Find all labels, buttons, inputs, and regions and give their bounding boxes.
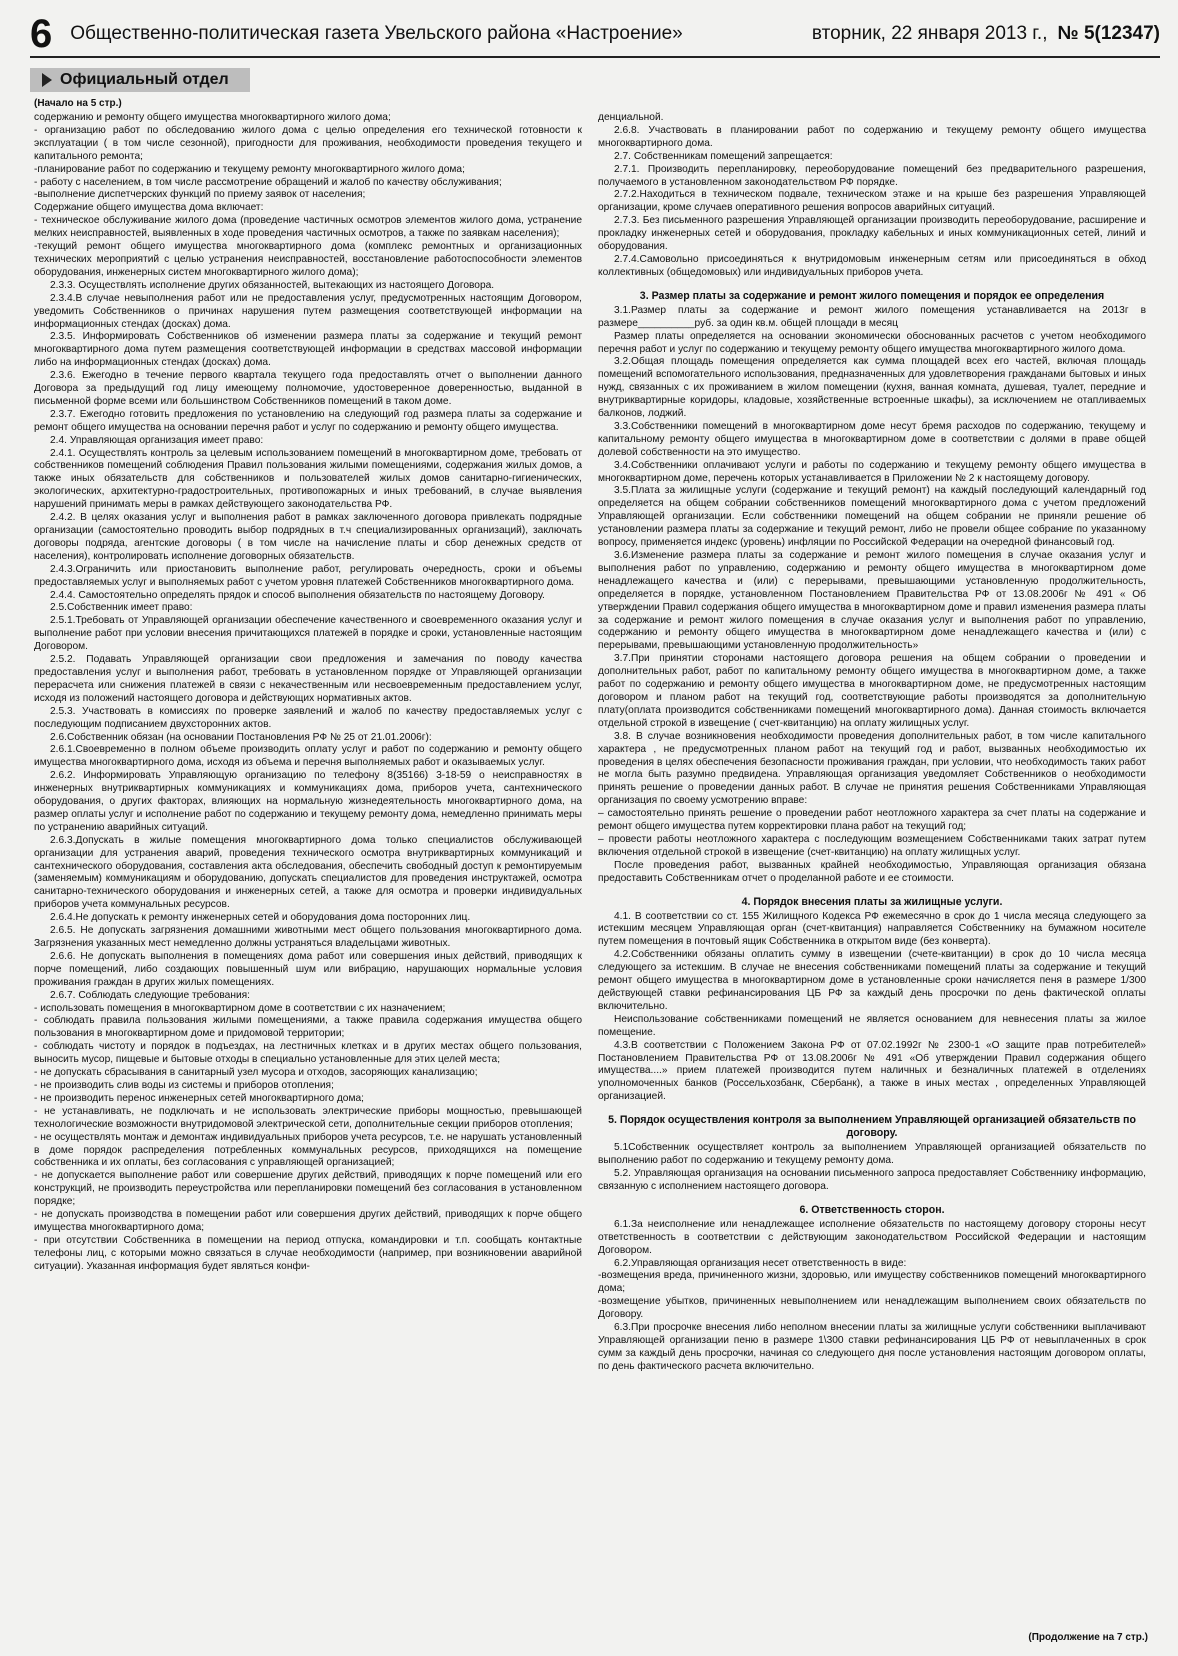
paragraph: - работу с населением, в том числе рассмотрение обращений и жалоб по качеству обслуживания; [34,176,502,188]
section-heading: 3. Размер платы за содержание и ремонт жилого помещения и порядок ее определения [639,289,1105,302]
page-header [30,12,1160,58]
paragraph: 2.5.2. Подавать Управляющей организации свои предложения и замечания по поводу качества предоставления услуг и выполнения работ, требовать в установленном порядке от Управляющей организации перерасчета или снижения платежей в связи с некачественным или несвоевременным предоставлением услуг, исходя из положений настоящего договора и действующих нормативных актов. [34,654,582,704]
paragraph: 4.2.Собственники обязаны оплатить сумму в извещении (счете-квитанции) в срок до 10 числа месяца следующего за истекшим. В случае не внесения собственниками помещений платы за содержание и текущий ремонт общего имущества в многоквартирном доме в установленные сроки начисляется пеня в размере 1/300 действующей ставки рефинансирования ЦБ РФ за каждый день просрочки по день фактической оплаты включительно. [598,949,1146,1012]
paragraph: Неиспользование собственниками помещений не является основанием для невнесения платы за жилое помещение. [598,1013,1146,1038]
paragraph: - техническое обслуживание жилого дома (проведение частичных осмотров элементов жилого дома, устранение мелких неисправностей, выявленных в ходе проведения частичных осмотров, а также по заявкам населения); [34,215,582,240]
paragraph: - не допускать производства в помещении работ или совершения других действий, приводящих к порче общего имущества многоквартирного дома; [34,1209,582,1233]
paragraph: 2.3.6. Ежегодно в течение первого квартала текущего года предоставлять отчет о выполнении данного Договора за предыдущий год лицу имеющему полномочие, удостоверенное доверенностью, выданной в письменной форме всеми или большинством Собственников помещений в таком доме. [34,370,582,407]
paragraph: -выполнение диспетчерских функций по приему заявок от населения; [34,189,366,201]
paragraph: Размер платы определяется на основании экономически обоснованных расчетов с учетом необходимого перечня работ и услуг по содержанию и текущему ремонту общего имущества многоквартирного жилого дома. [598,330,1146,355]
paragraph: содержанию и ремонту общего имущества многоквартирного жилого дома; [34,112,391,123]
paragraph: 2.4.4. Самостоятельно определять прядок и способ выполнения обязательств по настоящему Договору. [50,589,545,601]
paragraph: - при отсутствии Собственника в помещении на период отпуска, командировки и т.п. сообщать контактные телефоны лиц, с которыми можно связаться в случае необходимости (например, при возникновении аварийной ситуации). Указанная информация будет являться конфи- [34,1234,582,1272]
paragraph: 5.1Собственник осуществляет контроль за выполнением Управляющей организацией обязательств по выполнению работ по содержанию и текущему ремонту дома. [598,1142,1146,1167]
paragraph: 3.8. В случае возникновения необходимости проведения дополнительных работ, в том числе капитального характера , не предусмотренных планом работ на текущий год и работ, вызванных необходимостью их проведения в целях обеспечения безопасности проживания граждан, при условии, что необходимость таких работ не могла быть разумно предвидена. Управляющая организация уведомляет Собственников о необходимости принять решение о проведении данных работ. В случае не принятия решения Собственниками Управляющая организация по своему усмотрению вправе: [598,730,1146,807]
continued-from-note: (Начало на 5 стр.) [34,98,122,109]
paragraph: - соблюдать правила пользования жилыми помещениями, а также правила содержания имущества общего пользования в многоквартирном доме и придомовой территории; [34,1015,582,1040]
paragraph: 2.7.4.Самовольно присоединяться к внутридомовым инженерным сетям или присоединяться в обход коллективных (общедомовых) или индивидуальных приборов учета. [598,253,1146,278]
paragraph: – провести работы неотложного характера с последующим возмещением Собственниками таких затрат путем включения отдельной строкой в извещение (счет-квитанцию) на оплату жилищных услуг. [598,833,1146,858]
paragraph: 3.6.Изменение размера платы за содержание и ремонт жилого помещения в случае оказания услуг и выполнения работ по управлению, содержанию и ремонту общего имущества в многоквартирном доме ненадлежащего качества и (или) с перерывами, превышающими установленную продолжительность, определяется в порядке, установленном Постановлением Правительства РФ от 13.08.2006г № 491 « Об утверждении Правил содержания общего имущества в многоквартирном доме и правил изменения размера платы за содержание и ремонт жилого помещения в случае оказания услуг и выполнения работ по управлению, содержанию и ремонту общего имущества в многоквартирном доме ненадлежащего качества и (или) с перерывами, превышающими установленную продолжительность» [598,550,1146,652]
paragraph: После проведения работ, вызванных крайней необходимостью, Управляющая организация обязана предоставить Собственникам отчет о проделанной работе и ее стоимости. [598,859,1146,884]
section-title: Официальный отдел [60,71,229,88]
paragraph: 3.2.Общая площадь помещения определяется как сумма площадей всех его частей, включая площадь помещений вспомогательного использования, предназначенных для удовлетворения гражданами бытовых и иных нужд, связанных с их проживанием в жилом помещении (кухня, ванная комната, душевая, туалет, передние и внутриквартирные коридоры, кладовые, хозяйственные встроенные шкафы), за исключением не отапливаемых балконов, лоджий. [598,356,1146,420]
paragraph: 2.5.1.Требовать от Управляющей организации обеспечение качественного и своевременного оказания услуг и выполнение работ при условии внесения причитающихся платежей в порядке и сроки, установленные настоящим Договором. [34,615,582,653]
paragraph: 3.1.Размер платы за содержание и ремонт жилого помещения устанавливается на 2013г в размере__________руб. за один кв.м. общей площади в месяц [598,304,1146,329]
arrow-icon [42,73,52,87]
paragraph: -планирование работ по содержанию и текущему ремонту многоквартирного жилого дома; [34,163,465,175]
paragraph: 6.2.Управляющая организация несет ответственность в виде: [614,1257,907,1269]
paragraph: 2.7.2.Находиться в техническом подвале, техническом этаже и на крыше без разрешения Управляющей организации, кроме случаев оперативного решения вопросов аварийных ситуаций. [598,189,1146,214]
paragraph: 2.7.3. Без письменного разрешения Управляющей организации производить переоборудование, расширение и прокладку инженерных сетей и оборудования, прокладку кабельных и иных коммуникационных сетей, линий и оборудования. [598,215,1146,253]
paragraph: - не производить слив воды из системы и приборов отопления; [34,1079,334,1091]
paragraph: 6.3.При просрочке внесения либо неполном внесении платы за жилищные услуги собственники выплачивают Управляющей организации пеню в размере 1\300 ставки рефинансирования ЦБ РФ от невыплаченных в срок сумм за каждый день просрочки, начиная со следующего дня после установления настоящим договором оплаты, по день фактического расчета включительно. [598,1322,1146,1372]
paragraph: 3.4.Собственники оплачивают услуги и работы по содержанию и текущему ремонту общего имущества в многоквартирном доме, перечень которых устанавливается в Приложении № 2 к настоящему договору. [598,459,1146,484]
paragraph: 4.3.В соответствии с Положением Закона РФ от 07.02.1992г № 2300-1 «О защите прав потребителей» Постановлением Правительства РФ от 13.08.2006г № 491 «Об утверждении Правил содержания общего имущества....» прием платежей производится путем наличных и безналичных платежей в отделениях уполномоченных банков (Россельхозбанк, Сбербанк), а также в иных местах , определенных Управляющей организацией. [598,1039,1146,1103]
section-heading: 4. Порядок внесения платы за жилищные услуги. [741,895,1003,908]
paragraph: 2.3.4.В случае невыполнения работ или не предоставления услуг, предусмотренных настоящим Договором, уведомить Собственников о причинах нарушения путем размещения соответствующей информации на информационных стендах (досках) дома. [34,292,582,330]
issue-number: № 5(12347) [1057,23,1160,44]
issue-date: вторник, 22 января 2013 г., [811,23,1048,44]
paragraph: 6.1.За неисполнение или ненадлежащее исполнение обязательств по настоящему договору стороны несут ответственность в соответствии с действующим законодательством Российской Федерации и настоящим Договором. [598,1218,1146,1256]
article-column-left [34,112,582,1622]
paragraph: 2.6.2. Информировать Управляющую организацию по телефону 8(35166) 3-18-59 о неисправностях в инженерных внутриквартирных коммуникациях и коммуникациях дома, приборов учета, сантехнического оборудования, о других факторах, влияющих на нормальную жизнедеятельность многоквартирного дома, на размер оплаты услуг и исполнение работ по содержанию и текущему ремонту дома, немедленно принимать меры по устранению аварийных ситуаций. [34,770,582,833]
article-column-right [598,112,1146,1622]
paragraph: 2.6.6. Не допускать выполнения в помещениях дома работ или совершения иных действий, приводящих к порче помещений, либо создающих повышенный шум или вибрацию, нарушающих нормальные условия проживания граждан в других жилых помещениях. [34,950,582,988]
continued-on-note: (Продолжение на 7 стр.) [1028,1632,1148,1643]
page-number: 6 [30,12,53,56]
paragraph: 2.6.Собственник обязан (на основании Постановления РФ № 25 от 21.01.2006г): [50,731,432,743]
paragraph: 3.7.При принятии сторонами настоящего договора решения на общем собрании о проведении и дополнительных работ, работ по капитальному ремонту общего имущества в многоквартирном доме, а также работ по содержанию и ремонту общего имущества в многоквартирном доме, не предусмотренных настоящим договором и планом работ на текущий год, соответствующие работы производятся за дополнительную плату(оплата производится собственниками помещений многоквартирного дома). Данная стоимость включается отдельной строкой в извещение ( счет-квитанцию) на оплату жилищных услуг. [598,653,1146,729]
paragraph: 2.3.3. Осуществлять исполнение других обязанностей, вытекающих из настоящего Договора. [50,279,495,291]
section-heading: 5. Порядок осуществления контроля за выполнением Управляющей организацией обязательств по договору. [608,1114,1136,1140]
paragraph: - не производить перенос инженерных сетей многоквартирного дома; [34,1092,364,1104]
paragraph: - не устанавливать, не подключать и не использовать электрические приборы мощностью, превышающей технологические возможности внутридомовой электрической сети, дополнительные секции приборов отопления; [34,1105,582,1130]
paragraph: 2.7.1. Производить перепланировку, переоборудование помещений без предварительного разрешения, получаемого в установленном законодательством РФ порядке. [598,163,1146,188]
paragraph: - использовать помещения в многоквартирном доме в соответствии с их назначением; [34,1002,446,1014]
paragraph: -возмещение убытков, причиненных невыполнением или ненадлежащим выполнением своих обязательств по Договору. [598,1296,1146,1321]
paragraph: 2.4.2. В целях оказания услуг и выполнения работ в рамках заключенного договора привлекать подрядные организации (самостоятельно проводить выбор подрядных в т.ч специализированных организаций), заключать договоры подряда, агентские договоры ( в том числе на начисление платы и сбор денежных средств от населения), контролировать исполнение договорных обязательств. [34,512,582,562]
paragraph: 2.4. Управляющая организация имеет право: [50,434,264,446]
newspaper-title: Общественно-политическая газета Увельского района «Настроение» [70,23,683,44]
paragraph: - не допускать сбрасывания в санитарный узел мусора и отходов, засоряющих канализацию; [34,1067,478,1079]
paragraph: -текущий ремонт общего имущества многоквартирного дома (комплекс ремонтных и организационных технических мероприятий с целью устранения неисправностей, восстановление работоспособности элементов оборудования, инженерных систем многоквартирного жилого дома); [34,241,582,278]
section-banner [30,68,250,92]
section-heading: 6. Ответственность сторон. [799,1203,945,1216]
paragraph: 2.3.7. Ежегодно готовить предложения по установлению на следующий год размера платы за содержание и ремонт общего имущества на основании перечня работ и услуг по содержанию и ремонту общего имущества. [34,408,582,433]
paragraph: 3.5.Плата за жилищные услуги (содержание и текущий ремонт) на каждый последующий календарный год определяется на общем собрании собственников помещений многоквартирного дома с учетом предложений Управляющей организации. Если собственники помещений на общем собрании не приняли решение об установлении размера платы за содержание и текущий ремонт, либо не провели общее собрание по указанному вопросу, применяется индекс (уровень) инфляции по Российской Федерации на очередной финансовый год. [598,485,1146,549]
paragraph: Содержание общего имущества дома включает: [34,202,264,214]
paragraph: 2.4.1. Осуществлять контроль за целевым использованием помещений в многоквартирном доме, требовать от собственников помещений соблюдения Правил пользования жилыми помещениями, содержания жилых домов, а также иных обязательств для собственников и пользователей жилых домов санитарно-гигиенических, экологических, архитектурно-градостроительных, противопожарных и иных требований, в случае выявления нарушений принимать меры в рамках действующего законодательства РФ. [34,447,582,511]
paragraph: 2.7. Собственникам помещений запрещается: [614,150,833,162]
paragraph: - не осуществлять монтаж и демонтаж индивидуальных приборов учета ресурсов, т.е. не нарушать установленный в доме порядок распределения потребленных коммунальных ресурсов, приходящихся на помещение собственника и их оплаты, без согласования с управляющей организацией; [34,1131,582,1169]
paragraph: 2.6.7. Соблюдать следующие требования: [50,989,251,1001]
paragraph: 2.6.3.Допускать в жилые помещения многоквартирного дома только специалистов обслуживающей организации для устранения аварий, проведения технического осмотра внутриквартирных коммуникаций и сантехнического оборудования, составления акта обследования, обеспечить свободный доступ к ремонтируемым (заменяемым) коммуникациям и оборудованию, допускать специалистов для проведения инструктажей, осмотра санитарно-технического оборудования и инженерных сетей, а также для осмотра и проверки индивидуальных приборов учета коммунальных ресурсов. [34,834,582,911]
paragraph: 3.3.Собственники помещений в многоквартирном доме несут бремя расходов по содержанию, текущему и капитальному ремонту общего имущества в многоквартирном доме в соответствии с долями в праве общей долевой собственности на это имущество. [598,420,1146,458]
paragraph: - соблюдать чистоту и порядок в подъездах, на лестничных клетках и в других местах общего пользования, выносить мусор, пищевые и бытовые отходы в специально установленные для этих целей места; [34,1041,582,1066]
paragraph: 2.6.4.Не допускать к ремонту инженерных сетей и оборудования дома посторонних лиц. [50,912,471,924]
paragraph: 2.5.3. Участвовать в комиссиях по проверке заявлений и жалоб по качеству предоставляемых услуг с последующим подписанием двухсторонних актов. [34,705,582,730]
paragraph: - организацию работ по обследованию жилого дома с целью определения его технической готовности к эксплуатации ( в том числе сезонной), пригодности для проживания, необходимости проведения текущего и капитального ремонта; [34,124,582,162]
paragraph: 2.4.3.Ограничить или приостановить выполнение работ, регулировать очередность, сроки и объемы предоставляемых услуг и выполняемых работ с учетом уровня платежей Собственников многоквартирного дома. [34,563,582,588]
paragraph: - не допускается выполнение работ или совершение других действий, приводящих к порче помещений или его конструкций, не производить переустройства или перепланировки помещений без согласования в установленном порядке; [34,1170,582,1208]
paragraph: 2.6.1.Своевременно в полном объеме производить оплату услуг и работ по содержанию и ремонту общего имущества многоквартирного дома, исходя из объема и перечня выполняемых работ и оказываемых услуг. [34,744,582,769]
paragraph: – самостоятельно принять решение о проведении работ неотложного характера за счет платы на содержание и ремонт общего имущества путем корректировки плана работ на текущий год; [598,808,1146,833]
paragraph: -возмещения вреда, причиненного жизни, здоровью, или имуществу собственников помещений многоквартирного дома; [598,1270,1146,1295]
paragraph: 2.5.Собственник имеет право: [50,602,193,614]
paragraph: 2.3.5. Информировать Собственников об изменении размера платы за содержание и текущий ремонт многоквартирного дома путем размещения соответствующей информации в средствах массовой информации либо на информационных стендах (досках) дома. [34,331,582,369]
paragraph: денциальной. [598,112,664,123]
paragraph: 2.6.8. Участвовать в планировании работ по содержанию и текущему ремонту общего имущества многоквартирного дома. [598,124,1146,149]
paragraph: 4.1. В соответствии со ст. 155 Жилищного Кодекса РФ ежемесячно в срок до 1 числа месяца следующего за истекшим месяцем Управляющая орган (счет-квитанция) направляется Собственнику на бумажном носителе путем помещения в почтовый ящик Собственника в открытом виде (без конверта). [598,910,1146,948]
paragraph: 5.2. Управляющая организация на основании письменного запроса предоставляет Собственнику информацию, связанную с исполнением настоящего договора. [598,1167,1146,1192]
paragraph: 2.6.5. Не допускать загрязнения домашними животными мест общего пользования многоквартирного дома. Загрязнения указанных мест немедленно должны устраняться владельцами животных. [34,925,582,949]
